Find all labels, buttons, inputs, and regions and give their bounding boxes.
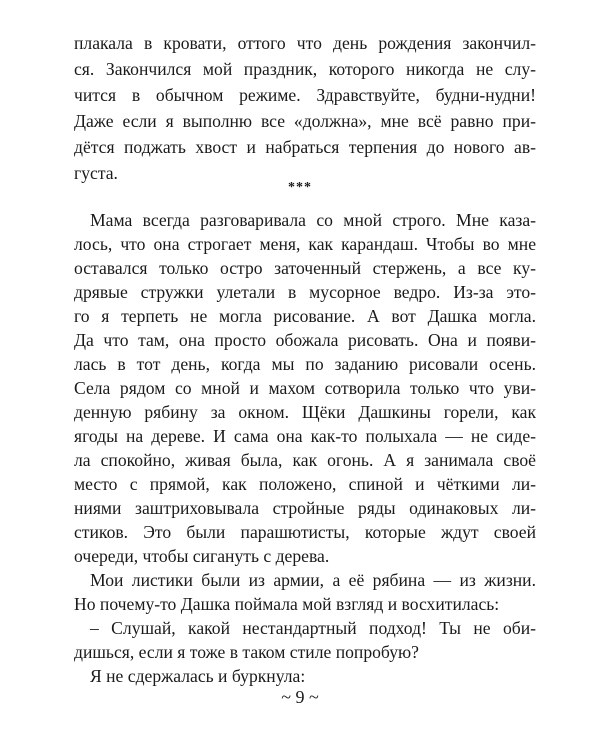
- text-line: дрявые стружки улетали в мусорное ведро. Из-за это-: [74, 282, 536, 302]
- text-line: денную рябину за окном. Щёки Дашкины горели, как: [74, 402, 536, 422]
- text-line: Мама всегда разговаривала со мной строго. Мне каза-: [90, 210, 536, 230]
- text-line: Даже если я выполню все «должна», мне всё равно при-: [74, 111, 536, 131]
- text-line: густа.: [74, 163, 118, 183]
- text-line: Но почему-то Дашка поймала мой взгляд и восхитилась:: [74, 594, 500, 614]
- text-line: – Слушай, какой нестандартный подход! Ты не оби-: [90, 618, 536, 638]
- text-line: чится в обычном режиме. Здравствуйте, будни-нудни!: [74, 85, 536, 105]
- text-line: Я не сдержалась и буркнула:: [90, 666, 306, 686]
- text-line: Села рядом со мной и махом сотворила только что уви-: [74, 378, 536, 398]
- text-line: лось, что она строгает меня, как карандаш. Чтобы во мне: [74, 234, 536, 254]
- page-number: ~ 9 ~: [281, 687, 319, 707]
- text-line: стиков. Это были парашютисты, которые ждут своей: [74, 522, 536, 542]
- text-line: очереди, чтобы сигануть с дерева.: [74, 546, 330, 566]
- text-line: ся. Закончился мой праздник, которого никогда не слу-: [74, 59, 536, 79]
- text-line: лась в тот день, когда мы по заданию рисовали осень.: [74, 354, 536, 374]
- text-line: ягоды на дереве. И сама она как-то полыхала — не сиде-: [74, 426, 536, 446]
- text-line: го я терпеть не могла рисование. А вот Дашка могла.: [74, 306, 536, 326]
- text-line: ниями заштриховывала стройные ряды одинаковых ли-: [74, 498, 536, 518]
- text-line: дётся поджать хвост и набраться терпения до нового ав-: [74, 137, 536, 157]
- text-line: плакала в кровати, оттого что день рождения закончил-: [74, 33, 536, 53]
- text-line: место с прямой, как положено, спиной и чёткими ли-: [74, 474, 536, 494]
- text-line: дишься, если я тоже в таком стиле попробую?: [74, 642, 419, 662]
- text-line: Мои листики были из армии, а её рябина — из жизни.: [90, 570, 536, 590]
- text-line: оставался только остро заточенный стержень, а все ку-: [74, 258, 536, 278]
- text-line: ла спокойно, живая была, как огонь. А я занимала своё: [74, 450, 536, 470]
- text-line: Да что там, она просто обожала рисовать. Она и появи-: [74, 330, 536, 350]
- section-separator: ***: [288, 180, 312, 195]
